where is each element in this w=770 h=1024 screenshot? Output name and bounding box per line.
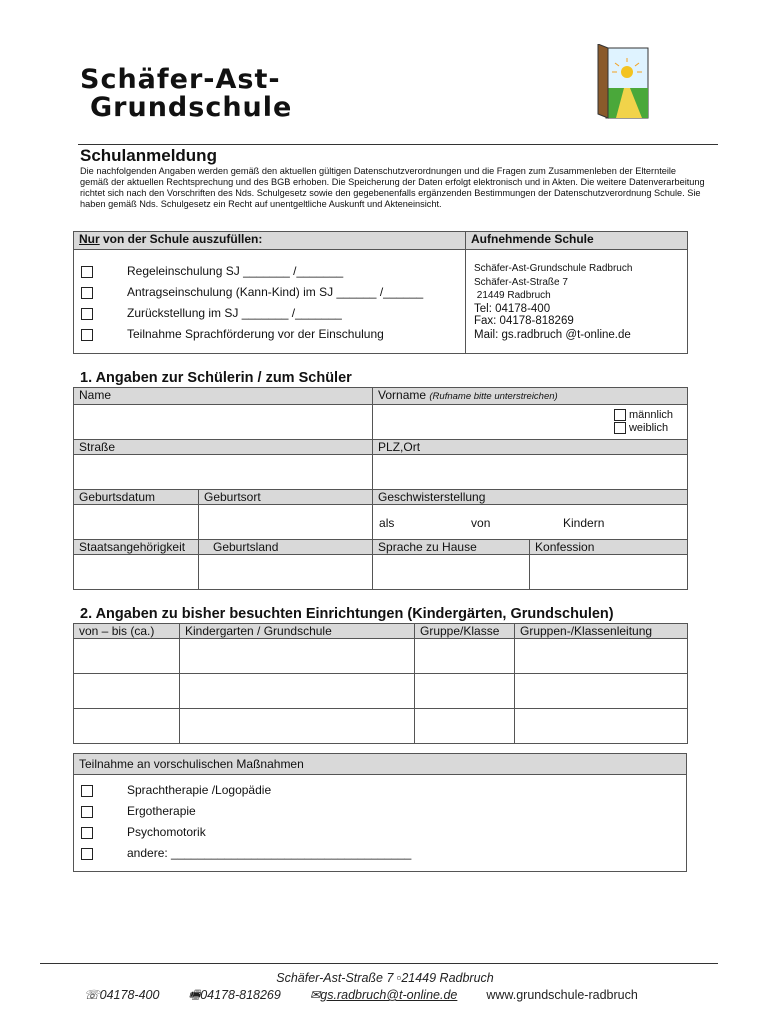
measure-ergo[interactable]: Ergotherapie [81,804,93,818]
col-group: Gruppe/Klasse [415,624,515,639]
birthdate-field[interactable] [74,505,199,540]
receiving-school-header: Aufnehmende Schule [466,232,688,250]
language-field[interactable] [373,555,530,590]
receiving-school-address: Schäfer-Ast-Grundschule Radbruch Schäfer-Ast-Straße 7 21449 Radbruch Tel: 04178-400 Fax: 04178-818269 Mail: gs.radbruch @t-online.de [474,263,633,341]
birthdate-label: Geburtsdatum [74,490,199,505]
checkbox[interactable] [614,409,626,421]
gender-male[interactable]: männlich [614,409,673,422]
siblings-field[interactable]: als von Kindern [373,505,688,540]
language-label: Sprache zu Hause [373,540,530,555]
fax-icon: 🖷 [188,988,201,1002]
checkbox[interactable] [81,329,93,341]
col-institution: Kindergarten / Grundschule [180,624,415,639]
nationality-field[interactable] [74,555,199,590]
col-period: von – bis (ca.) [74,624,180,639]
measure-other[interactable]: andere: ____________________________________ [81,846,93,860]
checkbox[interactable] [614,422,626,434]
confession-label: Konfession [530,540,688,555]
institutions-table [73,623,688,744]
col-leader: Gruppen-/Klassenleitung [515,624,688,639]
school-name: Schäfer-Ast- Grundschule [80,64,293,123]
footer-contact: ☏04178-400 🖷04178-818269 ✉gs.radbruch@t-online.de www.grundschule-radbruch [84,988,638,1002]
checkbox[interactable] [81,266,93,278]
name-label: Name [74,388,373,405]
nationality-label: Staatsangehörigkeit [74,540,199,555]
office-table: Nur von der Schule auszufüllen: Aufnehmende Schule [73,231,688,354]
page-title: Schulanmeldung [80,146,217,165]
header-rule [78,144,718,145]
checkbox[interactable] [81,806,93,818]
name-field[interactable] [74,405,373,440]
birthcountry-label: Geburtsland [199,540,373,555]
siblings-label: Geschwisterstellung [373,490,688,505]
section2-title: 2. Angaben zu bisher besuchten Einrichtungen (Kindergärten, Grundschulen) [80,606,614,622]
birthplace-label: Geburtsort [199,490,373,505]
checkbox[interactable] [81,287,93,299]
phone-icon: ☏ [84,988,100,1002]
option-regular[interactable]: Regeleinschulung SJ _______ /_______ [81,264,93,278]
school-logo [596,44,652,120]
table-row [74,639,688,674]
gender-female[interactable]: weiblich [614,422,673,435]
plz-label: PLZ,Ort [373,440,688,455]
vorname-label: Vorname (Rufname bitte unterstreichen) [373,388,688,405]
birthplace-field[interactable] [199,505,373,540]
checkbox[interactable] [81,785,93,797]
option-deferral[interactable]: Zurückstellung im SJ _______ /_______ [81,306,93,320]
plz-field[interactable] [373,455,688,490]
footer-rule [40,963,718,964]
birthcountry-field[interactable] [199,555,373,590]
mail-icon: ✉ [309,988,321,1002]
student-table [73,387,688,590]
intro-text: Die nachfolgenden Angaben werden gemäß den aktuellen gültigen Datenschutzverordnungen und die Fragen zum Zusammenleben der Elternteile gemäß der aktuellen Rechtsprechung und des BGB erhoben. Die Speicherung der Daten erfolgt elektronisch und in Akten. Die weitere Datenverarbeitung richtet sich nach den Vorschriften des Nds. Schulgesetz sowie den gegebenenfalls ergänzenden Bestimmungen der Datenschutzverordnung Schule. Sie haben gemäß Nds. Schulgesetz ein Recht auf unentgeltliche Auskunft und Akteneinsicht. [80,166,705,209]
option-language[interactable]: Teilnahme Sprachförderung vor der Einschulung [81,327,93,341]
website-link[interactable]: www.grundschule-radbruch [486,988,638,1002]
checkbox[interactable] [81,848,93,860]
table-row [74,709,688,744]
email-link[interactable]: gs.radbruch@t-online.de [320,988,458,1002]
checkbox[interactable] [81,827,93,839]
street-label: Straße [74,440,373,455]
measures-header: Teilnahme an vorschulischen Maßnahmen [74,754,687,775]
vorname-field[interactable] [373,405,688,440]
checkbox[interactable] [81,308,93,320]
option-kann-kind[interactable]: Antragseinschulung (Kann-Kind) im SJ ______ /______ [81,285,93,299]
confession-field[interactable] [530,555,688,590]
street-field[interactable] [74,455,373,490]
measure-psycho[interactable]: Psychomotorik [81,825,93,839]
section1-title: 1. Angaben zur Schülerin / zum Schüler [80,370,352,386]
table-row [74,674,688,709]
measure-speech[interactable]: Sprachtherapie /Logopädie [81,783,93,797]
footer-address: Schäfer-Ast-Straße 7 ▫21449 Radbruch [276,971,494,985]
